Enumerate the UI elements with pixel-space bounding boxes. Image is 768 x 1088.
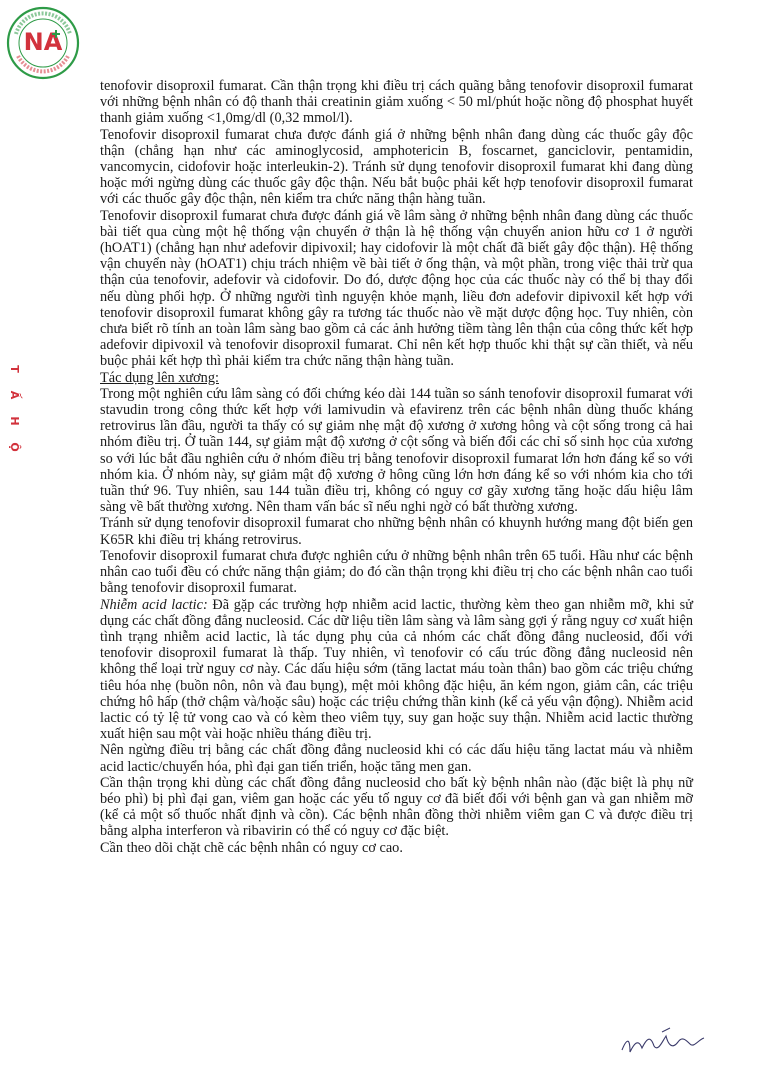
paragraph-stop-treatment: Nên ngừng điều trị bằng các chất đồng đẳng nucleosid khi có các dấu hiệu tăng lactat máu và nhiễm acid lactic/chuyển hóa, phì đại gan tiến triển, hoặc tăng men gan. (100, 742, 693, 775)
paragraph-bone-study: Trong một nghiên cứu lâm sàng có đối chứng kéo dài 144 tuần so sánh tenofovir disoproxil fumarat với stavudin trong công thức kết hợp với lamivudin và efavirenz trên các bệnh nhân dùng thuốc kháng retrovirus lần đầu, người ta thấy có sự giảm nhẹ mật độ xương ở xương hông và cột sống trong cả hai nhóm điều trị. Ở tuần 144, sự giảm mật độ xương ở cột sống và biến đổi các chỉ số sinh học của xương so với lúc bắt đầu nghiên cứu ở nhóm điều trị bằng tenofovir disoproxil fumarat lớn hơn đáng kể so với nhóm kia. Ở nhóm này, sự giảm mật độ xương ở hông cũng lớn hơn đáng kể so với nhóm kia cho tới tuần thứ 96. Tuy nhiên, sau 144 tuần điều trị, không có nguy cơ gãy xương tăng hoặc dấu hiệu lâm sàng về bất thường xương. Nên tham vấn bác sĩ nếu nghi ngờ có bất thường xương. (100, 385, 693, 516)
heading-lactic-acidosis: Nhiễm acid lactic: (100, 596, 208, 613)
side-mark: H (8, 416, 21, 426)
paragraph-hoat1-transport: Tenofovir disoproxil fumarat chưa được đánh giá về lâm sàng ở những bệnh nhân đang dùng các thuốc bài tiết qua cùng một hệ thống vận chuyển ở thận là hệ thống vận chuyển anion hữu cơ 1 ở người (hOAT1) (chẳng hạn như adefovir dipivoxil; hay cidofovir là một chất đã biết gây độc thận). Hệ thống vận chuyển này (hOAT1) chịu trách nhiệm về bài tiết ở ống thận, và một phần, trong việc thải trừ qua thận của tenofovir, adefovir và cidofovir. Do đó, dược động học của các thuốc này có thể bị thay đổi nếu dùng phối hợp. Ở những người tình nguyện khỏe mạnh, liều đơn adefovir dipivoxil kết hợp với tenofovir disoproxil fumarat không gây ra tương tác thuốc nào về mặt dược động học. Tuy nhiên, còn chưa biết rõ tính an toàn lâm sàng bao gồm cả các ảnh hưởng tiềm tàng lên thận của công thức kết hợp adefovir dipivoxil và tenofovir disoproxil fumarat. Chỉ nên kết hợp thuốc khi thật sự cần thiết, và nếu buộc phải kết hợp thì phải kiểm tra chức năng thận hàng tuần. (100, 207, 693, 370)
heading-bone-effects: Tác dụng lên xương: (100, 369, 219, 386)
pharmacy-logo (4, 4, 82, 82)
paragraph-renal-dosing: tenofovir disoproxil fumarat. Cần thận trọng khi điều trị cách quãng bằng tenofovir disoproxil fumarat với những bệnh nhân có độ thanh thải creatinin giảm xuống < 50 ml/phút hoặc nồng độ phosphat huyết thanh giảm xuống <1,0mg/dl (0,32 mmol/l). (100, 78, 693, 127)
document-body (100, 78, 693, 856)
paragraph-monitor: Cần theo dõi chặt chẽ các bệnh nhân có nguy cơ cao. (100, 839, 403, 856)
lactic-acidosis-text: Đã gặp các trường hợp nhiễm acid lactic, thường kèm theo gan nhiễm mỡ, khi sử dụng các chất đồng đẳng nucleosid. Các dữ liệu tiền lâm sàng và lâm sàng gợi ý rằng nguy cơ xuất hiện tình trạng nhiễm acid lactic, là tác dụng phụ của cả nhóm các chất đồng đẳng nucleosid, đối với tenofovir disoproxil fumarat là thấp. Tuy nhiên, vì tenofovir có cấu trúc đồng đẳng nucleosid nên không thể loại trừ nguy cơ này. Các dấu hiệu sớm (tăng lactat máu toàn thân) bao gồm các triệu chứng tiêu hóa nhẹ (buồn nôn, nôn và đau bụng), mệt mỏi không đặc hiệu, ăn kém ngon, giảm cân, các triệu chứng hô hấp (thở chậm và/hoặc sâu) hoặc các triệu chứng thần kinh (kể cả yếu vận động). Nhiễm acid lactic có tỷ lệ tử vong cao và có kèm theo viêm tụy, suy gan hoặc suy thận. Nhiễm acid lactic thường xuất hiện sau một vài hoặc nhiều tháng điều trị. (100, 596, 693, 743)
paragraph-lactic-acidosis (100, 597, 693, 743)
logo-monogram: NA (23, 28, 63, 56)
paragraph-nephrotoxic-drugs: Tenofovir disoproxil fumarat chưa được đánh giá ở những bệnh nhân đang dùng các thuốc gây độc thận (chẳng hạn như các aminoglycosid, amphotericin B, foscarnet, ganciclovir, pentamidin, vancomycin, cidofovir hoặc interleukin-2). Tránh sử dụng tenofovir disoproxil fumarat khi đang dùng hoặc mới ngừng dùng các thuốc gây độc thận. Nếu bắt buộc phải kết hợp tenofovir disoproxil fumarat với các thuốc gây độc thận, nên kiểm tra chức năng thận hàng tuần. (100, 126, 693, 208)
paragraph-caution-liver: Cần thận trọng khi dùng các chất đồng đẳng nucleosid cho bất kỳ bệnh nhân nào (đặc biệt là phụ nữ béo phì) bị phì đại gan, viêm gan hoặc các yếu tố nguy cơ đã biết đối với bệnh gan và gan nhiễm mỡ (kể cả một số thuốc nhất định và cồn). Các bệnh nhân đồng thời nhiễm viêm gan C và được điều trị bằng alpha interferon và ribavirin có thể có nguy cơ đặc biệt. (100, 774, 693, 840)
side-stamp-marks (2, 360, 20, 464)
paragraph-elderly: Tenofovir disoproxil fumarat chưa được nghiên cứu ở những bệnh nhân trên 65 tuổi. Hầu như các bệnh nhân cao tuổi đều có chức năng thận giảm; do đó cần thận trọng khi điều trị cho các bệnh nhân cao tuổi bằng tenofovir disoproxil fumarat. (100, 547, 693, 597)
side-mark: Ấ (8, 390, 21, 400)
logo-emblem-icon (4, 4, 82, 82)
side-mark: T (8, 365, 21, 373)
handwritten-signature (618, 1022, 708, 1062)
side-mark: Ộ (8, 442, 21, 452)
paragraph-k65r: Tránh sử dụng tenofovir disoproxil fumarat cho những bệnh nhân có khuynh hướng mang đột biến gen K65R khi điều trị kháng retrovirus. (100, 515, 693, 548)
